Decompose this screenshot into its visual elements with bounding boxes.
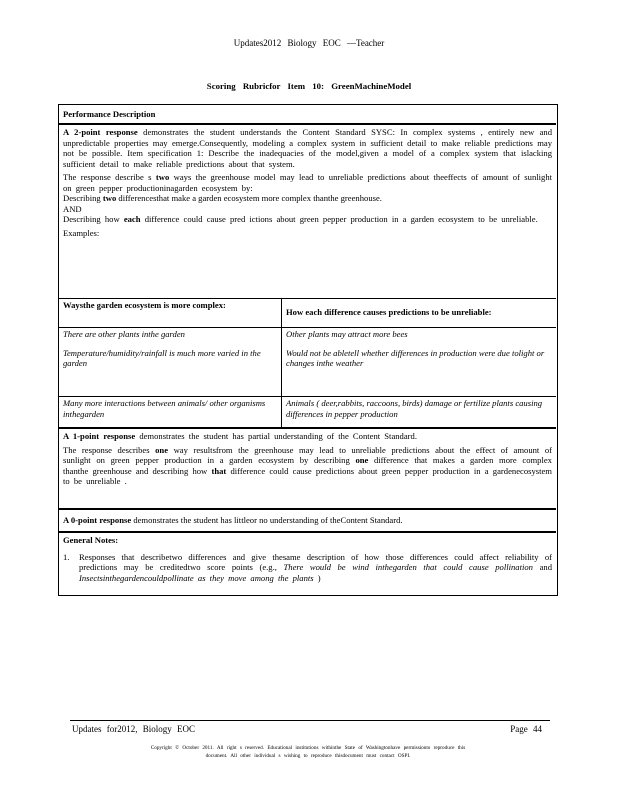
one-point-keyword-one: one: [155, 444, 169, 455]
zero-point-response-keyword: response: [99, 515, 132, 525]
one-point-label: A 1-point: [63, 431, 100, 441]
one-point-text-cont: way resultsfrom the greenhouse may lead to unreliable predictions about the effect of amount of sunlight on green pepper production in a garden ecosystem by describing: [63, 444, 553, 465]
examples-row-left: [59, 397, 281, 427]
two-point-keyword-two: two: [155, 172, 170, 182]
examples-col1-header: Waysthe garden ecosystem is more complex:: [63, 300, 226, 310]
performance-heading-cell: [59, 105, 556, 123]
examples-row-right: [281, 328, 556, 396]
examples-label: Examples:: [63, 227, 100, 238]
one-point-section: [59, 430, 556, 488]
example-3-right: Animals ( deer,rabbits, raccoons, birds) damage or fertilize plants causing differences in pepper production: [286, 398, 543, 419]
one-point-text: The response describes: [63, 444, 150, 455]
copyright-line-1: Copyright © October 2011. All right s reserved. Educational institutions withinthe State of Washingtonhave permissionto reproduce this: [150, 745, 466, 751]
two-point-description: demonstrates the student understands the Content Standard SYSC: In complex systems , entirely new and unpredictable properties may emerge.Consequently, modeling a complex system in sufficient detail to make reliable predictions may not be possible. Item specification 1: Describe the inadequacies of the model,given a model of a complex system that islacking sufficient detail to make reliable predictions about that system.: [63, 127, 553, 169]
examples-row-right: [281, 397, 556, 427]
describing-2-text: Describing how: [63, 214, 120, 224]
copyright-notice: [88, 744, 528, 760]
and-label: AND: [63, 203, 82, 214]
note-example-2: Insectsinthegardencouldpollinate: [79, 572, 194, 583]
note-close-paren: ): [317, 572, 321, 583]
rubric-title: Scoring Rubricfor Item 10: GreenMachineModel: [206, 81, 412, 91]
footer-left: Updates for2012, Biology EOC: [72, 724, 195, 734]
performance-heading: Performance Description: [63, 109, 156, 119]
note-example-1: There would be wind inthegarden that could cause pollination: [283, 562, 533, 572]
page-number: Page 44: [510, 724, 542, 734]
example-2-right: Would not be abletell whether differences in production were due tolight or changes inthe weather: [286, 347, 545, 368]
examples-row-left: [59, 328, 281, 396]
two-point-response-text: The response describe s: [63, 172, 152, 182]
example-3-left: Many more interactions between animals/ other organisms inthegarden: [63, 398, 266, 419]
zero-point-section: [59, 511, 556, 531]
two-point-section: [59, 126, 556, 239]
page-footer: [72, 724, 542, 734]
examples-header-right: [281, 299, 556, 327]
one-point-keyword-one-2: one: [355, 455, 369, 465]
two-point-label: A 2-point: [63, 127, 101, 137]
example-1-right: Other plants may attract more bees: [286, 329, 408, 339]
page-header: Updates2012 Biology EOC —Teacher: [233, 38, 385, 48]
note-text: Responses that describetwo differences and give thesame description of how those differences could affect reliability of predictions may be creditedtwo score points (e.g.,: [79, 551, 552, 572]
one-point-response-keyword: response: [103, 431, 136, 441]
one-point-description: demonstrates the student has partial understanding of the Content Standard.: [139, 431, 417, 441]
describing-2-keyword: each: [123, 214, 141, 224]
two-point-response-keyword: response: [105, 127, 138, 137]
one-point-text-cont-3: difference could cause predictions about green pepper production in a gardenecosystem to be unreliable .: [63, 465, 552, 486]
zero-point-label: A 0-point: [63, 515, 98, 525]
copyright-line-2: document. All other individual s wishing to reproduce thisdocument must contact OSPI.: [205, 753, 411, 759]
example-1-left: There are other plants inthe garden: [63, 329, 185, 339]
describing-1-keyword: two: [102, 193, 117, 203]
footer-rule: [70, 720, 550, 721]
general-notes-heading: General Notes:: [63, 535, 119, 545]
two-point-response-text-cont: ways the greenhouse model may lead to unreliable predictions about theeffects of amount of sunlight on green pepper productioninagarden ecosystem by:: [63, 172, 553, 193]
examples-header-left: [59, 299, 281, 327]
general-notes-section: [59, 534, 556, 584]
one-point-text-cont-2: difference that makes a garden more complex thanthe greenhouse and describing how: [63, 455, 552, 476]
describing-1-text: Describing: [63, 193, 101, 203]
zero-point-description: demonstrates the student has littleor no understanding of theContent Standard.: [133, 515, 403, 525]
note-example-2-cont: as they move among the plants: [197, 572, 314, 583]
examples-col2-header: How each difference causes predictions to be unreliable:: [286, 307, 492, 317]
note-number: 1.: [63, 551, 70, 562]
describing-1-text-cont: differencesthat make a garden ecosystem more complex thanthe greenhouse.: [118, 193, 382, 203]
example-2-left: Temperature/humidity/rainfall is much more varied in the garden: [63, 347, 261, 368]
rubric-table: [58, 104, 558, 596]
one-point-keyword-that: that: [211, 465, 227, 476]
note-and: and: [539, 562, 553, 572]
describing-2-text-cont: difference could cause pred ictions about green pepper production in a garden ecosystem to be unreliable.: [144, 214, 538, 224]
